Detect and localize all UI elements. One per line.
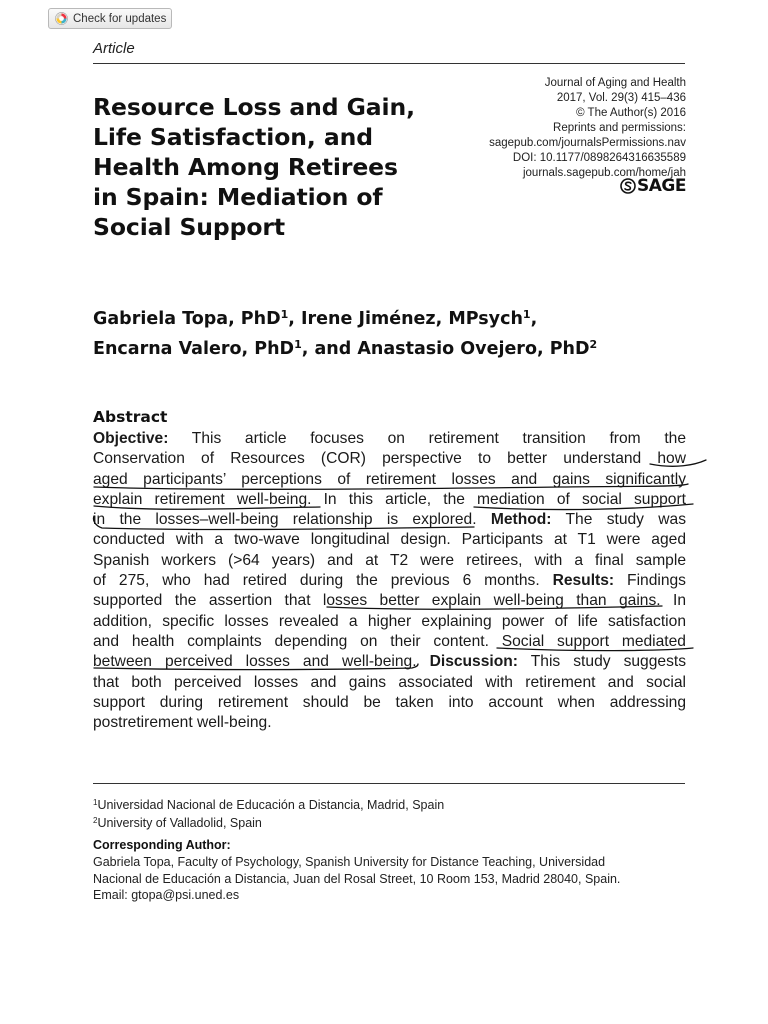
check-for-updates-button[interactable] [48,8,172,29]
author-list [93,302,597,362]
journal-volume: 2017, Vol. 29(3) 415–436 [556,92,686,104]
abstract-section-label: Discussion: [429,653,518,671]
author-name: Gabriela Topa, PhD [93,309,281,329]
abstract-text: This article focuses on retirement transition from the [168,430,686,447]
author-name: Anastasio Ovejero, PhD [357,339,590,359]
paper-title [93,92,463,242]
abstract-text: Spanish workers (>64 years) and at T2 were retirees, with a final sample [93,551,686,569]
corresponding-author-heading: Corresponding Author: [93,838,231,852]
journal-name: Journal of Aging and Health [544,77,686,89]
affiliation-mark: 2 [93,816,98,825]
abstract-text: of 275, who had retired during the previous 6 months. [93,572,553,590]
abstract-line [93,673,686,693]
header-divider [93,63,685,64]
abstract-line [93,713,686,733]
affiliation-item [93,795,444,813]
journal-info [489,76,686,181]
permissions-link[interactable]: sagepub.com/journalsPermissions.nav [489,137,686,149]
author-line [93,302,597,332]
title-line: Health Among Retirees [93,153,398,181]
abstract-text: that both perceived losses and gains associated with retirement and social [93,673,686,691]
copyright: © The Author(s) 2016 [576,107,686,119]
abstract-text: addition, specific losses revealed a higher explaining power of life satisfaction [93,612,686,630]
corresponding-email[interactable]: Email: gtopa@psi.uned.es [93,888,240,902]
abstract-line [93,530,686,550]
abstract-section-label: Objective: [93,430,169,447]
affiliation-text: University of Valladolid, Spain [97,816,262,830]
corresponding-line: Gabriela Topa, Faculty of Psychology, Spanish University for Distance Teaching, Universidad [93,855,606,869]
author-name: Encarna Valero, PhD [93,339,295,359]
sage-logo-text: SAGE [637,176,686,196]
abstract-section-label: Method: [490,511,552,529]
abstract-line [93,490,686,510]
author-affiliation-mark: 1 [522,308,531,321]
sage-logo [620,176,686,196]
abstract-text: postretirement well-being. [93,714,272,732]
abstract-line [93,510,686,530]
title-line: Life Satisfaction, and [93,123,373,151]
corresponding-author-details [93,854,693,904]
footnote-divider [93,783,685,784]
abstract-line [93,449,686,469]
abstract-text: aged participants’ perceptions of retirement losses and gains significantly [93,470,686,488]
author-separator: , [530,309,538,329]
title-line: Social Support [93,213,286,241]
abstract-line [93,632,686,652]
abstract-line [93,591,686,611]
affiliation-item [93,813,444,831]
abstract-body [93,429,686,733]
abstract-line [93,429,686,449]
author-separator: , and [301,339,358,359]
abstract-text: and health complaints depending on their content. Social support mediated [93,632,686,650]
crossmark-icon [55,12,68,25]
article-type-label: Article [93,40,135,57]
abstract-text: The study was [551,511,686,529]
title-line: Resource Loss and Gain, [93,93,415,121]
abstract-text: Conservation of Resources (COR) perspective to better understand how [93,450,686,468]
reprints-label: Reprints and permissions: [553,122,686,134]
abstract-heading: Abstract [93,408,168,426]
abstract-text: supported the assertion that losses better explain well-being than gains. In [93,592,686,610]
check-for-updates-label: Check for updates [73,12,167,25]
journal-homepage-link[interactable]: journals.sagepub.com/home/jah [522,167,686,179]
abstract-text: explain retirement well-being. In this article, the mediation of social support [93,490,686,508]
affiliation-mark: 1 [93,798,98,807]
title-line: in Spain: Mediation of [93,183,383,211]
abstract-text: support during retirement should be taken into account when addressing [93,693,686,711]
affiliation-text: Universidad Nacional de Educación a Distancia, Madrid, Spain [97,798,445,812]
abstract-line [93,571,686,591]
abstract-text: between perceived losses and well-being. [93,653,430,671]
abstract-line [93,652,686,672]
author-line [93,332,597,362]
abstract-text: Findings [614,572,686,590]
author-affiliation-mark: 2 [589,338,598,351]
abstract-line [93,693,686,713]
abstract-text: conducted with a two-wave longitudinal design. Participants at T1 were aged [93,531,686,549]
author-name: Irene Jiménez, MPsych [301,309,523,329]
affiliations [93,795,444,831]
abstract-line [93,612,686,632]
abstract-line [93,551,686,571]
abstract-line [93,470,686,490]
sage-emblem-icon [620,178,636,194]
abstract-text: This study suggests [517,653,686,671]
corresponding-line: Nacional de Educación a Distancia, Juan del Rosal Street, 10 Room 153, Madrid 28040, Spain. [93,871,621,886]
doi[interactable]: DOI: 10.1177/0898264316635589 [512,152,686,164]
abstract-section-label: Results: [552,572,615,590]
author-separator: , [288,309,302,329]
author-affiliation-mark: 1 [294,338,302,351]
author-affiliation-mark: 1 [280,308,289,321]
abstract-text: in the losses–well-being relationship is explored. [93,511,491,529]
